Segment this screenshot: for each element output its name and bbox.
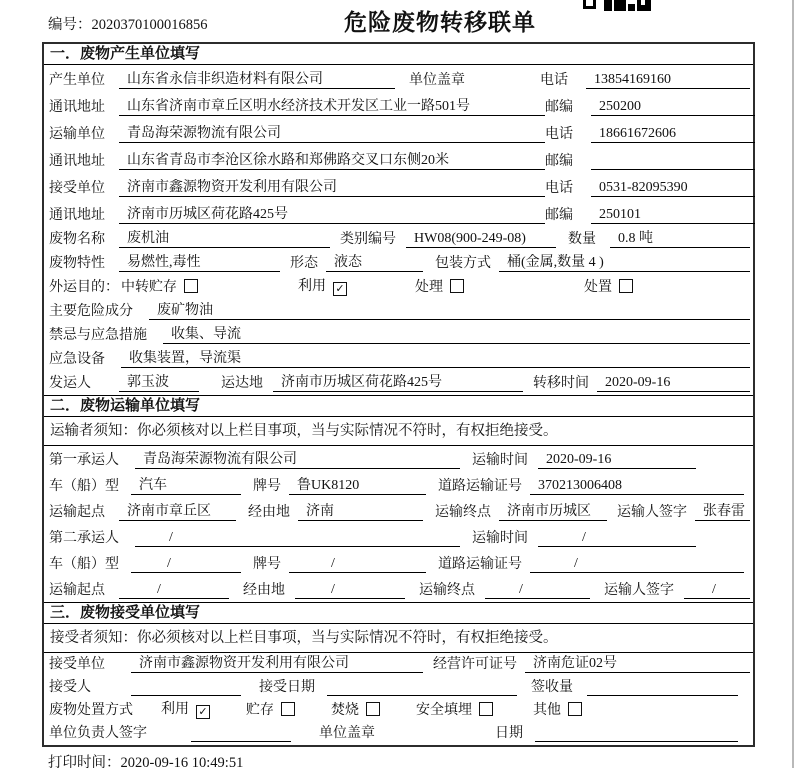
disposal-option-incinerate — [331, 702, 380, 719]
second-carrier-value: / — [135, 529, 460, 547]
waste-name-label: 废物名称 — [49, 232, 105, 247]
disposal-incinerate-label: 焚烧 — [331, 703, 359, 718]
section2-notice: 运输者须知：你必须核对以上栏目事项，当与实际情况不符时，有权拒绝接受。 — [44, 417, 753, 446]
producer-zip-label: 邮编 — [545, 100, 573, 115]
producer-phone-label: 电话 — [540, 73, 568, 88]
first-carrier-label: 第一承运人 — [49, 453, 119, 468]
receiver-address-value: 济南市历城区荷花路425号 — [119, 206, 545, 224]
accept-date-label: 接受日期 — [259, 680, 315, 695]
accept-date-value — [327, 678, 517, 696]
purpose-option-treat — [415, 279, 464, 296]
waste-character-label: 废物特性 — [49, 256, 105, 271]
section1-unit-rows — [44, 65, 753, 227]
accept-unit-label: 接受单位 — [49, 657, 105, 672]
doc-number-value: 2020370100016856 — [91, 17, 208, 33]
sign-date-label: 日期 — [495, 726, 523, 741]
disposal-option-store — [246, 702, 295, 719]
transporter-address-value: 山东省青岛市李沧区徐水路和郑佛路交叉口东侧20米 — [119, 152, 545, 170]
purpose-option-dispose — [584, 279, 633, 296]
waste-category-value: HW08(900-249-08) — [406, 230, 556, 248]
destination-value: 济南市历城区荷花路425号 — [273, 374, 523, 392]
row-route1 — [44, 498, 753, 524]
row-vehicle1 — [44, 472, 753, 498]
route2-via-label: 经由地 — [243, 583, 285, 598]
dispatcher-value: 郭玉波 — [119, 374, 199, 392]
disposal-landfill-label: 安全填埋 — [416, 703, 472, 718]
row-accept-person — [44, 676, 753, 699]
route2-end-value: / — [485, 581, 590, 599]
section1-header: 一．废物产生单位填写 — [44, 44, 753, 65]
road-permit1-value: 370213006408 — [530, 477, 744, 495]
purpose-treat-checkbox — [450, 279, 464, 293]
producer-phone-value: 13854169160 — [586, 71, 750, 89]
transfer-time-value: 2020-09-16 — [597, 374, 750, 392]
row-first-carrier — [44, 446, 753, 472]
row-dispatcher — [44, 371, 753, 395]
plate2-value: / — [289, 555, 426, 573]
transport-time1-label: 运输时间 — [472, 453, 528, 468]
print-time — [48, 751, 243, 768]
purpose-treat-label: 处理 — [415, 280, 443, 295]
waste-form-value: 液态 — [326, 254, 423, 272]
transporter-zip-label: 邮编 — [545, 154, 573, 169]
accept-person-label: 接受人 — [49, 680, 91, 695]
waste-name-value: 废机油 — [119, 230, 330, 248]
print-time-value: 2020-09-16 10:49:51 — [120, 755, 244, 768]
hazard-components-label: 主要危险成分 — [49, 304, 133, 319]
route2-sign-label: 运输人签字 — [604, 583, 674, 598]
plate1-label: 牌号 — [253, 479, 281, 494]
row-taboo-measures — [44, 323, 753, 347]
route1-sign-label: 运输人签字 — [617, 505, 687, 520]
route1-sign-value: 张春雷 — [695, 503, 750, 521]
vehicle-type1-value: 汽车 — [131, 477, 241, 495]
transport-time2-value: / — [538, 529, 696, 547]
disposal-option-utilize — [161, 701, 210, 719]
section3-notice: 接受者须知：你必须核对以上栏目事项，当与实际情况不符时，有权拒绝接受。 — [44, 624, 753, 653]
transporter-unit-value: 青岛海荣源物流有限公司 — [119, 125, 545, 143]
disposal-store-label: 贮存 — [246, 703, 274, 718]
received-qty-label: 签收量 — [531, 680, 573, 695]
receiver-unit-value: 济南市鑫源物资开发利用有限公司 — [119, 179, 545, 197]
receiver-zip-value: 250101 — [591, 206, 755, 224]
section3-rows — [44, 653, 753, 745]
received-qty-value — [587, 678, 738, 696]
receiver-phone-label: 电话 — [545, 181, 573, 196]
emergency-equipment-label: 应急设备 — [49, 352, 105, 367]
receiver-unit-label: 接受单位 — [49, 181, 105, 196]
producer-zip-value: 250200 — [591, 98, 755, 116]
waste-form-label: 形态 — [290, 256, 318, 271]
route2-start-label: 运输起点 — [49, 583, 105, 598]
print-time-label: 打印时间： — [48, 755, 121, 768]
second-carrier-label: 第二承运人 — [49, 531, 119, 546]
producer-unit-value: 山东省永信非织造材料有限公司 — [119, 71, 395, 89]
plate2-label: 牌号 — [253, 557, 281, 572]
taboo-measures-value: 收集、导流 — [163, 326, 750, 344]
page-edge-line — [792, 0, 794, 768]
packing-value: 桶(金属,数量 4 ) — [499, 254, 750, 272]
row-transporter-unit — [44, 119, 753, 146]
waste-character-value: 易燃性,毒性 — [119, 254, 280, 272]
row-waste-name — [44, 227, 753, 251]
purpose-option-storage — [121, 279, 198, 296]
receiver-zip-label: 邮编 — [545, 208, 573, 223]
purpose-dispose-checkbox — [619, 279, 633, 293]
row-producer-unit — [44, 65, 753, 92]
packing-label: 包装方式 — [435, 256, 491, 271]
section2-header: 二．废物运输单位填写 — [44, 395, 753, 417]
transporter-zip-value — [591, 152, 755, 170]
road-permit2-label: 道路运输证号 — [438, 557, 522, 572]
disposal-utilize-checkbox: ✓ — [196, 705, 210, 719]
transport-time1-value: 2020-09-16 — [538, 451, 696, 469]
row-accept-unit — [44, 653, 753, 676]
purpose-label: 外运目的： — [49, 280, 119, 295]
row-emergency-equipment — [44, 347, 753, 371]
purpose-utilize-checkbox: ✓ — [333, 282, 347, 296]
transporter-phone-value: 18661672606 — [591, 125, 755, 143]
purpose-dispose-label: 处置 — [584, 280, 612, 295]
disposal-utilize-label: 利用 — [161, 702, 189, 717]
first-carrier-value: 青岛海荣源物流有限公司 — [135, 451, 460, 469]
row-producer-address — [44, 92, 753, 119]
route1-start-label: 运输起点 — [49, 505, 105, 520]
license-label: 经营许可证号 — [433, 657, 517, 672]
unit-seal2-label: 单位盖章 — [319, 726, 375, 741]
accept-person-value — [131, 678, 241, 696]
doc-number-label: 编号： — [48, 17, 92, 33]
row-hazard-components — [44, 299, 753, 323]
responsible-sign-label: 单位负责人签字 — [49, 726, 147, 741]
waste-qty-label: 数量 — [568, 232, 596, 247]
row-responsible-signature — [44, 722, 753, 745]
route2-start-value: / — [119, 581, 229, 599]
purpose-utilize-label: 利用 — [298, 279, 326, 294]
row-route2 — [44, 576, 753, 602]
page-title: 危险废物转移联单 — [344, 10, 536, 35]
responsible-sign-value — [191, 724, 291, 742]
purpose-storage-checkbox — [184, 279, 198, 293]
section1-waste-rows — [44, 227, 753, 395]
disposal-other-label: 其他 — [533, 703, 561, 718]
taboo-measures-label: 禁忌与应急措施 — [49, 328, 147, 343]
route1-end-value: 济南市历城区 — [499, 503, 607, 521]
license-value: 济南危证02号 — [525, 655, 750, 673]
disposal-other-checkbox — [568, 702, 582, 716]
disposal-store-checkbox — [281, 702, 295, 716]
route2-sign-value: / — [684, 581, 750, 599]
qr-code-fragment-icon — [583, 0, 653, 12]
row-receiver-unit — [44, 173, 753, 200]
route2-end-label: 运输终点 — [419, 583, 475, 598]
row-second-carrier — [44, 524, 753, 550]
route1-end-label: 运输终点 — [435, 505, 491, 520]
row-disposal-method — [44, 699, 753, 722]
purpose-storage-label: 中转贮存 — [121, 280, 177, 295]
road-permit2-value: / — [530, 555, 744, 573]
route1-via-value: 济南 — [298, 503, 423, 521]
purpose-option-utilize — [298, 278, 347, 296]
disposal-option-other — [533, 702, 582, 719]
disposal-method-label: 废物处置方式 — [49, 703, 133, 718]
transporter-phone-label: 电话 — [545, 127, 573, 142]
row-transporter-address — [44, 146, 753, 173]
section3-header: 三．废物接受单位填写 — [44, 602, 753, 624]
destination-label: 运达地 — [221, 376, 263, 391]
section2-rows — [44, 446, 753, 602]
waste-category-label: 类别编号 — [340, 232, 396, 247]
emergency-equipment-value: 收集装置，导流渠 — [121, 350, 750, 368]
road-permit1-label: 道路运输证号 — [438, 479, 522, 494]
producer-address-label: 通讯地址 — [49, 100, 105, 115]
transport-time2-label: 运输时间 — [472, 531, 528, 546]
accept-unit-value: 济南市鑫源物资开发利用有限公司 — [131, 655, 423, 673]
receiver-phone-value: 0531-82095390 — [591, 179, 755, 197]
row-receiver-address — [44, 200, 753, 227]
waste-qty-value: 0.8 吨 — [610, 230, 750, 248]
vehicle-type2-value: / — [131, 555, 241, 573]
disposal-option-landfill — [416, 702, 493, 719]
row-waste-character — [44, 251, 753, 275]
route1-via-label: 经由地 — [248, 505, 290, 520]
transporter-address-label: 通讯地址 — [49, 154, 105, 169]
manifest-form-table — [42, 42, 755, 747]
vehicle-type1-label: 车（船）型 — [49, 479, 119, 494]
row-vehicle2 — [44, 550, 753, 576]
route1-start-value: 济南市章丘区 — [119, 503, 236, 521]
dispatcher-label: 发运人 — [49, 376, 91, 391]
transfer-time-label: 转移时间 — [533, 376, 589, 391]
vehicle-type2-label: 车（船）型 — [49, 557, 119, 572]
unit-seal-label: 单位盖章 — [409, 73, 465, 88]
plate1-value: 鲁UK8120 — [289, 477, 426, 495]
receiver-address-label: 通讯地址 — [49, 208, 105, 223]
disposal-landfill-checkbox — [479, 702, 493, 716]
transporter-unit-label: 运输单位 — [49, 127, 105, 142]
sign-date-value — [535, 724, 738, 742]
disposal-incinerate-checkbox — [366, 702, 380, 716]
route2-via-value: / — [295, 581, 405, 599]
hazard-components-value: 废矿物油 — [149, 302, 750, 320]
row-transfer-purpose — [44, 275, 753, 299]
producer-address-value: 山东省济南市章丘区明水经济技术开发区工业一路501号 — [119, 98, 545, 116]
producer-unit-label: 产生单位 — [49, 73, 105, 88]
